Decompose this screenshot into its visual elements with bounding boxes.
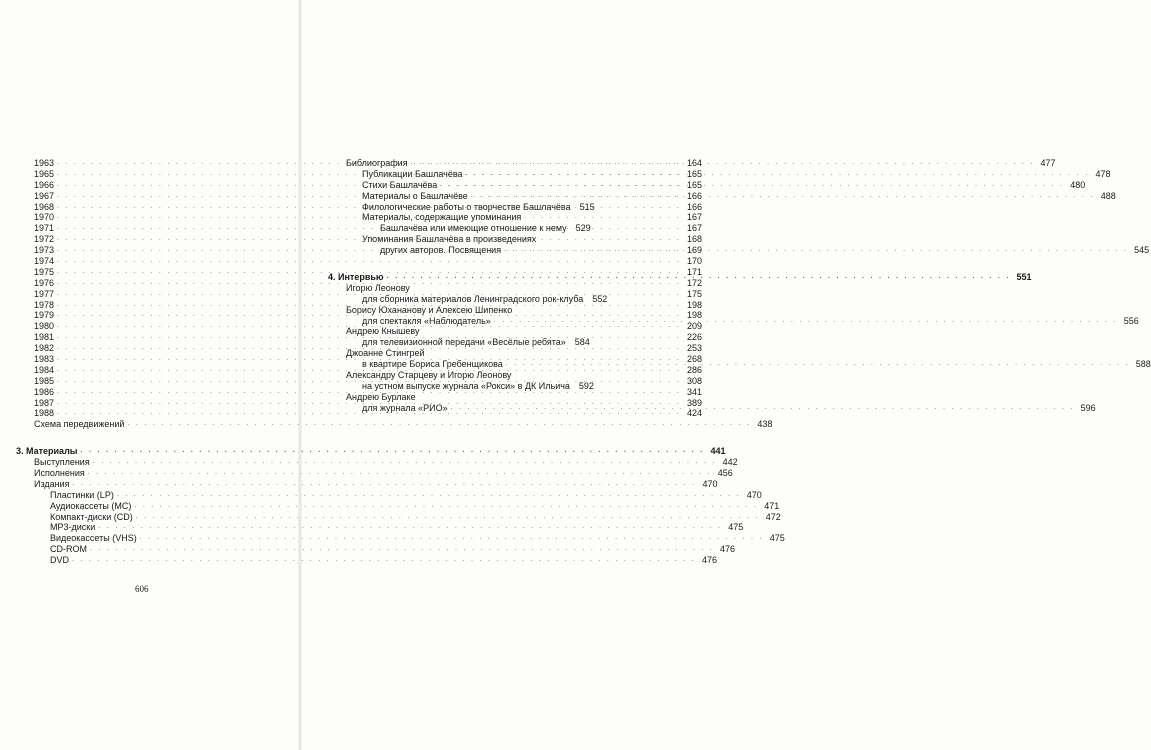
toc-entry-page: 475 [769,533,785,544]
toc-entry-title: Стихи Башлачёва [362,179,438,190]
toc-entry-title: 1981 [34,332,55,343]
toc-entry-title: для сборника материалов Ленинградского рок-клуба [362,293,584,304]
toc-entry-page: 167 [687,212,703,223]
toc-entry-page: 442 [722,457,738,468]
toc-entry-title: 1968 [34,201,55,212]
toc-entry-page: 552 [592,293,608,304]
toc-entry-page: 480 [1070,179,1086,190]
toc-entry-schema [16,419,773,430]
dot-leader [504,245,1128,256]
toc-entry-edition [16,489,762,501]
section-gap [328,256,585,272]
toc-entry-page: 476 [701,555,718,566]
dot-leader [88,468,712,479]
toc-entry-page: 389 [687,397,703,408]
toc-entry-page: 470 [746,489,762,500]
toc-entry-title: Видеокассеты (VHS) [50,533,137,544]
toc-entry-page: 209 [687,321,703,332]
toc-entry-page: 166 [687,201,703,212]
toc-entry-page: 478 [1095,168,1111,179]
toc-entry-page: 172 [687,277,703,288]
toc-entry-title: Публикации Башлачёва [362,168,463,179]
toc-entry-title: MP3-диски [50,522,96,533]
interview-recipient: Джоанне Стингрей [346,348,425,359]
toc-entry-page: 556 [1123,315,1139,326]
toc-entry-edition [16,555,718,566]
section-page: 551 [1016,272,1032,282]
toc-entry-title: для телевизионной передачи «Весёлые ребята» [362,337,566,348]
toc-entry-title: Пластинки (LP) [50,489,114,500]
dot-leader [411,158,1035,169]
toc-entry-page: 456 [717,468,733,479]
toc-entry-page: 169 [687,245,703,256]
section-title: 3. Материалы [16,446,78,457]
toc-entry-title: Библиография [346,157,408,168]
dot-leader [80,446,704,457]
dot-leader [72,555,696,566]
toc-entry-page: 268 [687,354,703,365]
dot-leader [506,359,1130,370]
dot-leader [90,544,714,555]
toc-entry-title: для журнала «РИО» [362,402,448,413]
toc-entry-page: 471 [764,500,780,511]
toc-entry-page: 308 [687,375,703,386]
toc-entry-page: 584 [574,337,590,348]
dot-leader [466,169,1090,180]
toc-entry-edition [16,522,744,534]
toc-entry-title: 1965 [34,168,55,179]
toc-entry-page: 171 [687,266,703,277]
toc-entry-edition [16,500,780,512]
toc-entry-title: для спектакля «Наблюдатель» [362,315,491,326]
toc-entry-title: 1973 [34,245,55,256]
toc-entry-year [16,408,703,419]
toc-entry-title: 1980 [34,321,55,332]
toc-entry-materials-line1: Материалы, содержащие упоминания [362,212,522,223]
dot-leader [387,272,1011,283]
toc-entry-edition [16,544,735,555]
toc-entry-page: 164 [687,157,703,168]
toc-entry-page: 488 [1100,190,1116,201]
toc-entry-edition [16,511,781,523]
section-page: 441 [710,446,726,457]
dot-leader [471,191,1095,202]
section-3-items [16,457,738,490]
toc-entry-interview [328,380,594,392]
toc-entry-title: 1972 [34,234,55,245]
toc-entry-page: 475 [728,522,744,533]
toc-entry-title: 1963 [34,157,55,168]
interview-recipient: Андрею Бурлаке [346,391,416,402]
toc-entry-page: 198 [687,310,703,321]
toc-entry-page: 545 [1134,245,1150,256]
dot-leader [494,316,1118,327]
toc-entry-page: 175 [687,288,703,299]
section-gap [16,430,282,446]
toc-entry-title: Выступления [34,457,90,468]
toc-entry-page: 170 [687,256,703,266]
toc-entry-title: 1985 [34,375,55,386]
toc-entry-page: 167 [687,223,703,234]
toc-entry-page: 470 [702,478,718,489]
toc-entry-subsection [16,468,733,479]
toc-entry-title: Аудиокассеты (MC) [50,500,132,511]
toc-entry-title: Издания [34,478,70,489]
toc-entry-title: 1974 [34,256,55,266]
toc-entry-page: 472 [765,511,781,522]
dot-leader [440,180,1064,191]
section-title: 4. Интервью [328,272,384,282]
toc-entry-page: 166 [687,190,703,201]
toc-entry-title: 1977 [34,288,55,299]
toc-section-3 [16,446,726,457]
toc-entry-interview [328,337,590,348]
toc-entry-page: 168 [687,234,703,245]
interview-recipient: Борису Юхананову и Алексею Шипенко [346,304,513,315]
dot-leader [127,419,751,430]
toc-entry-title: 1986 [34,386,55,397]
toc-entry-title: 1983 [34,354,55,365]
dot-leader [140,533,764,544]
toc-entry-title: 1984 [34,364,55,375]
toc-entry-title: 1976 [34,277,55,288]
toc-entry-title: Башлачёва или имеющие отношение к нему [380,223,567,234]
toc-entry-page: 253 [687,343,703,354]
toc-entry-bibliography-item [328,201,595,213]
toc-entry-page: 588 [1135,359,1151,370]
editions-list [16,489,785,566]
toc-entry-page: 424 [687,408,703,419]
interview-recipient: Александру Старцеву и Игорю Леонову [346,370,512,381]
toc-entry-page: 476 [719,544,735,555]
toc-entry-subsection [16,478,718,490]
dot-leader [136,512,760,523]
toc-entry-title: 1967 [34,190,55,201]
toc-entry-title: Материалы о Башлачёве [362,190,468,201]
toc-entry-page: 515 [579,201,595,212]
dot-leader [451,403,1075,414]
interview-recipient: Андрею Кнышеву [346,326,420,337]
toc-entry-title: Компакт-диски (CD) [50,511,133,522]
toc-entry-subsection [16,457,738,468]
dot-leader [73,479,697,490]
toc-entry-title: Филологические работы о творчестве Башлачёва [362,201,571,212]
toc-entry-interview [328,293,608,305]
page-number: 606 [135,584,149,594]
toc-entry-title: DVD [50,555,70,566]
toc-entry-title: 1971 [34,223,55,234]
toc-entry-page: 165 [687,179,703,190]
dot-leader [98,522,722,533]
toc-entry-title: 1978 [34,299,55,310]
interview-recipient: Игорю Леонову [346,282,410,293]
toc-entry-title: на устном выпуске журнала «Рокси» в ДК Ильича [362,380,570,391]
toc-entry-mentions-line1: Упоминания Башлачёва в произведениях [362,234,537,245]
toc-entry-page: 596 [1080,402,1096,413]
toc-entry-page: 198 [687,299,703,310]
toc-entry-page: 226 [687,332,703,343]
toc-entry-page: 592 [578,380,594,391]
dot-leader [134,501,758,512]
toc-entry-edition [16,533,785,544]
toc-entry-materials-line2 [328,223,591,234]
toc-entry-title: 1975 [34,266,55,277]
dot-leader [93,457,717,468]
toc-entry-title: Схема передвижений [34,419,125,430]
toc-entry-title: 1966 [34,179,55,190]
toc-entry-title: CD-ROM [50,544,87,555]
toc-entry-page: 165 [687,168,703,179]
toc-entry-page: 438 [757,419,773,430]
toc-entry-title: 1970 [34,212,55,223]
toc-entry-title: 1988 [34,408,55,419]
toc-entry-page: 286 [687,364,703,375]
toc-entry-title: 1979 [34,310,55,321]
toc-entry-title: 1987 [34,397,55,408]
toc-entry-title: в квартире Бориса Гребенщикова [362,359,503,370]
toc-entry-year [16,256,703,267]
toc-entry-title: 1982 [34,343,55,354]
dot-leader [117,490,741,501]
toc-entry-title: Исполнения [34,468,85,479]
toc-entry-page: 477 [1040,157,1056,168]
toc-entry-page: 341 [687,386,703,397]
toc-entry-title: других авторов. Посвящения [380,245,502,256]
toc-entry-page: 529 [575,223,591,234]
